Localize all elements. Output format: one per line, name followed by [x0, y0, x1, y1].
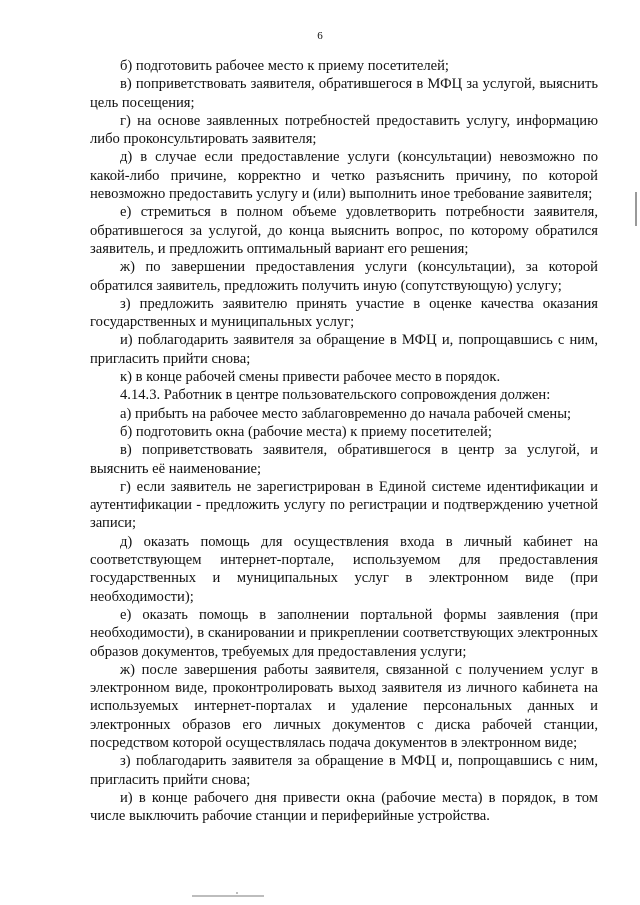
paragraph: б) подготовить рабочее место к приему посетителей;	[120, 58, 449, 74]
paragraph: д) оказать помощь для осуществления входа в личный кабинет на соответствующем интернет-портале, используемом для предоставления государственных и муниципальных услуг в электронном виде (при необходимости);	[90, 533, 598, 605]
paragraph: з) поблагодарить заявителя за обращение в МФЦ и, попрощавшись с ним, пригласить прийти снова;	[90, 753, 598, 788]
paragraph: е) оказать помощь в заполнении портальной формы заявления (при необходимости), в сканировании и прикреплении соответствующих электронных образов документов, требуемых для предоставления услуги;	[90, 606, 598, 660]
paragraph: в) поприветствовать заявителя, обратившегося в МФЦ за услугой, выяснить цель посещения;	[90, 76, 598, 111]
paragraph: г) на основе заявленных потребностей предоставить услугу, информацию либо проконсультировать заявителя;	[90, 112, 598, 148]
paragraph: д) в случае если предоставление услуги (консультации) невозможно по какой-либо причине, корректно и четко разъяснить причину, по которой невозможно предоставить услугу и (или) выполнить иное требование заявителя;	[90, 149, 598, 203]
scan-edge-mark	[635, 192, 637, 226]
paragraph: и) в конце рабочего дня привести окна (рабочие места) в порядок, в том числе выключить рабочие станции и периферийные устройства.	[90, 789, 598, 825]
paragraph: г) если заявитель не зарегистрирован в Единой системе идентификации и аутентификации - предложить услугу по регистрации и подтверждению учетной записи;	[90, 478, 598, 532]
paragraph: з) предложить заявителю принять участие в оценке качества оказания государственных и муниципальных услуг;	[90, 295, 598, 331]
document-body	[90, 57, 598, 825]
paragraph: к) в конце рабочей смены привести рабочее место в порядок.	[120, 369, 501, 386]
paragraph: а) прибыть на рабочее место заблаговременно до начала рабочей смены;	[120, 405, 572, 422]
paragraph: ж) после завершения работы заявителя, связанной с получением услуг в электронном виде, проконтролировать выход заявителя из личного кабинета на используемых интернет-порталах и удаление персональных данных и электронных образов его личных документов с диска рабочей станции, посредством которой осуществлялась подача документов в электронном виде;	[90, 661, 598, 751]
paragraph: ж) по завершении предоставления услуги (консультации), за которой обратился заявитель, предложить получить иную (сопутствующую) услугу;	[90, 259, 598, 294]
paragraph: е) стремиться в полном объеме удовлетворить потребности заявителя, обратившегося за услугой, до конца выяснить вопрос, по которому обратился заявитель, и предложить оптимальный вариант его решения;	[90, 204, 598, 257]
scan-bottom-dot	[236, 892, 238, 894]
paragraph: б) подготовить окна (рабочие места) к приему посетителей;	[120, 423, 492, 440]
scan-bottom-mark	[192, 895, 264, 897]
page-number: 6	[317, 30, 323, 42]
paragraph: в) поприветствовать заявителя, обратившегося в центр за услугой, и выяснить её наименование;	[90, 442, 598, 477]
section-heading: 4.14.3. Работник в центре пользовательского сопровождения должен:	[120, 387, 551, 404]
paragraph: и) поблагодарить заявителя за обращение в МФЦ и, попрощавшись с ним, пригласить прийти снова;	[90, 332, 598, 367]
